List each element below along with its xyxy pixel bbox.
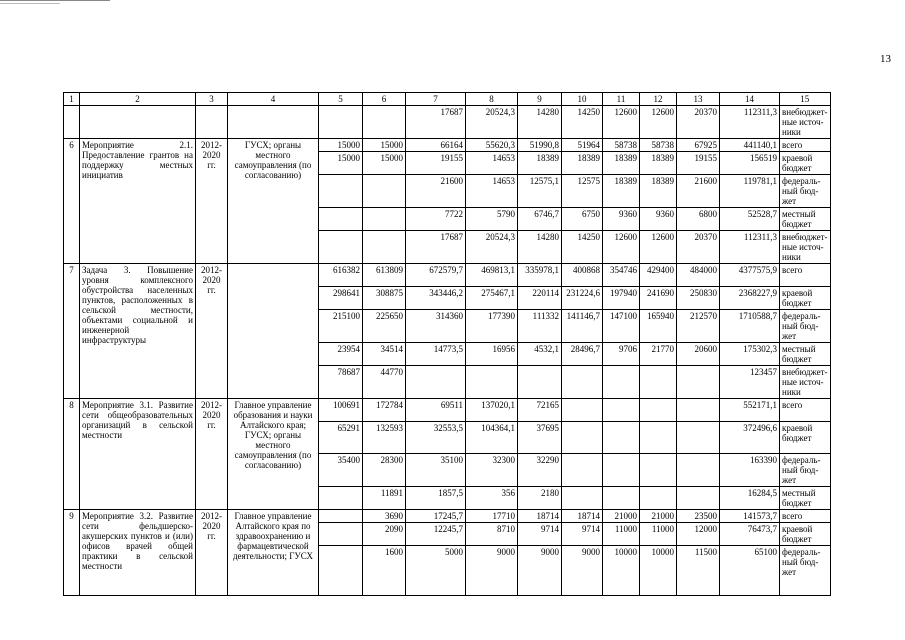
amount-cell [603,454,640,487]
amount-cell: 17687 [406,106,466,139]
amount-cell: 175302,3 [720,343,780,366]
amount-cell [640,487,677,510]
source-cell: всего [780,264,831,287]
amount-cell: 335978,1 [518,264,562,287]
amount-cell: 18389 [562,152,603,175]
amount-cell [406,366,466,399]
amount-cell: 20524,3 [466,106,518,139]
amount-cell [640,422,677,454]
source-cell: краевой бюджет [780,152,831,175]
amount-cell: 132593 [363,422,406,454]
amount-cell: 20524,3 [466,231,518,264]
top-rule [0,0,110,1]
amount-cell: 35400 [319,454,363,487]
amount-cell: 35100 [406,454,466,487]
table-row [64,399,831,422]
amount-cell [562,366,603,399]
source-cell: внебюджет-ные источ-ники [780,366,831,399]
amount-cell: 141146,7 [562,310,603,343]
period-cell: 2012-2020 гг. [196,510,228,596]
amount-cell [363,175,406,208]
amount-cell: 9714 [518,523,562,546]
amount-cell: 9000 [518,546,562,596]
cell-empty [80,106,196,139]
amount-cell: 308875 [363,287,406,310]
amount-cell: 343446,2 [406,287,466,310]
amount-cell: 44770 [363,366,406,399]
amount-cell: 275467,1 [466,287,518,310]
amount-cell [319,523,363,546]
page-number: 13 [880,53,891,65]
amount-cell: 55620,3 [466,139,518,152]
amount-cell: 16284,5 [720,487,780,510]
amount-cell: 14250 [562,106,603,139]
amount-cell [562,422,603,454]
amount-cell: 2368227,9 [720,287,780,310]
cell-empty [363,106,406,139]
row-number: 6 [64,139,80,264]
amount-cell: 141573,7 [720,510,780,523]
amount-cell: 225650 [363,310,406,343]
amount-cell: 19155 [406,152,466,175]
amount-cell: 163390 [720,454,780,487]
executor-cell [228,264,319,399]
amount-cell: 4377575,9 [720,264,780,287]
amount-cell: 15000 [363,152,406,175]
amount-cell: 17687 [406,231,466,264]
amount-cell [319,175,363,208]
row-number: 8 [64,399,80,510]
amount-cell: 6800 [677,208,720,231]
amount-cell: 1857,5 [406,487,466,510]
amount-cell: 111332 [518,310,562,343]
amount-cell [677,487,720,510]
column-header: 10 [562,93,603,106]
amount-cell: 484000 [677,264,720,287]
amount-cell: 20600 [677,343,720,366]
amount-cell: 34514 [363,343,406,366]
amount-cell: 469813,1 [466,264,518,287]
amount-cell: 241690 [640,287,677,310]
amount-cell: 250830 [677,287,720,310]
amount-cell: 21000 [603,510,640,523]
amount-cell: 3690 [363,510,406,523]
source-cell: всего [780,139,831,152]
source-cell: федераль-ный бюд-жет [780,175,831,208]
activity-name: Мероприятие 3.1. Развитие сети общеобразовательных организаций в сельской местности [80,399,196,510]
amount-cell: 11500 [677,546,720,596]
amount-cell: 11000 [640,523,677,546]
amount-cell: 18389 [603,175,640,208]
column-header: 5 [319,93,363,106]
amount-cell: 137020,1 [466,399,518,422]
source-cell: всего [780,399,831,422]
amount-cell: 15000 [319,152,363,175]
amount-cell [562,487,603,510]
column-header: 9 [518,93,562,106]
amount-cell: 119781,1 [720,175,780,208]
amount-cell: 18714 [562,510,603,523]
amount-cell: 672579,7 [406,264,466,287]
amount-cell: 65100 [720,546,780,596]
period-cell: 2012-2020 гг. [196,399,228,510]
amount-cell [363,208,406,231]
column-header: 6 [363,93,406,106]
amount-cell: 65291 [319,422,363,454]
amount-cell: 356 [466,487,518,510]
amount-cell: 18389 [640,175,677,208]
amount-cell [640,366,677,399]
amount-cell: 429400 [640,264,677,287]
amount-cell: 9360 [640,208,677,231]
amount-cell: 17245,7 [406,510,466,523]
amount-cell [677,366,720,399]
amount-cell: 197940 [603,287,640,310]
column-header: 2 [80,93,196,106]
amount-cell: 20370 [677,106,720,139]
amount-cell: 215100 [319,310,363,343]
column-header: 13 [677,93,720,106]
amount-cell: 354746 [603,264,640,287]
source-cell: местный бюджет [780,487,831,510]
amount-cell: 104364,1 [466,422,518,454]
amount-cell [677,454,720,487]
amount-cell: 231224,6 [562,287,603,310]
amount-cell [363,231,406,264]
amount-cell: 9360 [603,208,640,231]
amount-cell [319,510,363,523]
amount-cell: 6746,7 [518,208,562,231]
amount-cell [640,454,677,487]
amount-cell: 7722 [406,208,466,231]
budget-table [63,92,831,596]
amount-cell: 12600 [603,231,640,264]
amount-cell: 21770 [640,343,677,366]
source-cell: краевой бюджет [780,523,831,546]
amount-cell: 9714 [562,523,603,546]
header-row [64,93,831,106]
amount-cell: 23954 [319,343,363,366]
amount-cell: 76473,7 [720,523,780,546]
amount-cell: 28300 [363,454,406,487]
cell-empty [319,106,363,139]
amount-cell: 17710 [466,510,518,523]
amount-cell [603,422,640,454]
amount-cell: 112311,3 [720,231,780,264]
amount-cell: 12600 [603,106,640,139]
source-cell: краевой бюджет [780,287,831,310]
amount-cell: 15000 [363,139,406,152]
amount-cell: 9000 [466,546,518,596]
amount-cell: 11000 [603,523,640,546]
amount-cell: 613809 [363,264,406,287]
amount-cell: 1710588,7 [720,310,780,343]
amount-cell: 156519 [720,152,780,175]
amount-cell: 9706 [603,343,640,366]
row-number: 9 [64,510,80,596]
source-cell: федераль-ный бюд-жет [780,310,831,343]
amount-cell: 20370 [677,231,720,264]
amount-cell: 14280 [518,106,562,139]
amount-cell: 18714 [518,510,562,523]
amount-cell: 15000 [319,139,363,152]
cell-empty [228,106,319,139]
amount-cell: 52528,7 [720,208,780,231]
amount-cell: 11891 [363,487,406,510]
amount-cell: 14653 [466,175,518,208]
amount-cell: 32290 [518,454,562,487]
amount-cell: 12000 [677,523,720,546]
amount-cell [677,399,720,422]
amount-cell [319,208,363,231]
source-cell: местный бюджет [780,343,831,366]
amount-cell: 18389 [640,152,677,175]
activity-name: Мероприятие 2.1. Предоставление грантов на поддержку местных инициатив [80,139,196,264]
amount-cell: 400868 [562,264,603,287]
source-cell: внебюджет-ные источ-ники [780,231,831,264]
source-cell: всего [780,510,831,523]
amount-cell: 14773,5 [406,343,466,366]
activity-name: Задача 3. Повышение уровня комплексного обустройства населенных пунктов, расположенных в сельской местности, объектами социальной и инженерной инфраструктуры [80,264,196,399]
amount-cell: 58738 [603,139,640,152]
amount-cell [603,487,640,510]
cell-empty [196,106,228,139]
amount-cell: 2180 [518,487,562,510]
amount-cell: 14250 [562,231,603,264]
column-header: 15 [780,93,831,106]
amount-cell: 66164 [406,139,466,152]
amount-cell: 51964 [562,139,603,152]
column-header: 1 [64,93,80,106]
amount-cell [319,487,363,510]
amount-cell: 28496,7 [562,343,603,366]
column-header: 3 [196,93,228,106]
table-row [64,264,831,287]
amount-cell: 616382 [319,264,363,287]
cell-empty [64,106,80,139]
amount-cell: 10000 [603,546,640,596]
amount-cell [603,399,640,422]
executor-cell: Главное управление образования и науки Алтайского края; ГУСХ; органы местного самоуправления (по согласованию) [228,399,319,510]
amount-cell: 16956 [466,343,518,366]
source-cell: федераль-ный бюд-жет [780,546,831,596]
amount-cell [319,231,363,264]
activity-name: Мероприятие 3.2. Развитие сети фельдшерско-акушерских пунктов и (или) офисов врачей общей практики в сельской местности [80,510,196,596]
amount-cell: 67925 [677,139,720,152]
row-number: 7 [64,264,80,399]
amount-cell: 37695 [518,422,562,454]
amount-cell: 72165 [518,399,562,422]
amount-cell: 172784 [363,399,406,422]
amount-cell [562,454,603,487]
amount-cell: 12600 [640,231,677,264]
amount-cell [603,366,640,399]
column-header: 11 [603,93,640,106]
period-cell: 2012-2020 гг. [196,139,228,264]
amount-cell [562,399,603,422]
amount-cell: 4532,1 [518,343,562,366]
column-header: 8 [466,93,518,106]
column-header: 14 [720,93,780,106]
table-row [64,139,831,152]
amount-cell: 2090 [363,523,406,546]
amount-cell: 100691 [319,399,363,422]
amount-cell: 58738 [640,139,677,152]
amount-cell: 441140,1 [720,139,780,152]
amount-cell: 21000 [640,510,677,523]
amount-cell: 5000 [406,546,466,596]
amount-cell: 112311,3 [720,106,780,139]
carry-row [64,106,831,139]
amount-cell: 21600 [406,175,466,208]
amount-cell: 123457 [720,366,780,399]
amount-cell: 78687 [319,366,363,399]
source-cell: краевой бюджет [780,422,831,454]
amount-cell: 1600 [363,546,406,596]
amount-cell [677,422,720,454]
amount-cell: 12575 [562,175,603,208]
top-rule-short [0,3,60,4]
amount-cell: 165940 [640,310,677,343]
amount-cell [319,546,363,596]
amount-cell: 69511 [406,399,466,422]
source-cell: местный бюджет [780,208,831,231]
amount-cell [640,399,677,422]
amount-cell [466,366,518,399]
table-row [64,510,831,523]
amount-cell: 12600 [640,106,677,139]
amount-cell: 314360 [406,310,466,343]
amount-cell: 8710 [466,523,518,546]
amount-cell: 23500 [677,510,720,523]
amount-cell: 32553,5 [406,422,466,454]
column-header: 7 [406,93,466,106]
amount-cell: 298641 [319,287,363,310]
amount-cell: 14280 [518,231,562,264]
executor-cell: Главное управление Алтайского края по здравоохранению и фармацевтической деятельности; ГУСХ [228,510,319,596]
amount-cell: 372496,6 [720,422,780,454]
amount-cell: 220114 [518,287,562,310]
amount-cell: 18389 [603,152,640,175]
source-cell: внебюджет-ные источ-ники [780,106,831,139]
amount-cell [518,366,562,399]
amount-cell: 12575,1 [518,175,562,208]
amount-cell: 212570 [677,310,720,343]
amount-cell: 9000 [562,546,603,596]
budget-table-frame [63,92,831,596]
amount-cell: 18389 [518,152,562,175]
amount-cell: 177390 [466,310,518,343]
amount-cell: 19155 [677,152,720,175]
amount-cell: 32300 [466,454,518,487]
amount-cell: 14653 [466,152,518,175]
column-header: 12 [640,93,677,106]
amount-cell: 10000 [640,546,677,596]
amount-cell: 5790 [466,208,518,231]
amount-cell: 21600 [677,175,720,208]
amount-cell: 51990,8 [518,139,562,152]
column-header: 4 [228,93,319,106]
amount-cell: 552171,1 [720,399,780,422]
period-cell: 2012-2020 гг. [196,264,228,399]
executor-cell: ГУСХ; органы местного самоуправления (по согласованию) [228,139,319,264]
amount-cell: 12245,7 [406,523,466,546]
amount-cell: 6750 [562,208,603,231]
amount-cell: 147100 [603,310,640,343]
source-cell: федераль-ный бюд-жет [780,454,831,487]
